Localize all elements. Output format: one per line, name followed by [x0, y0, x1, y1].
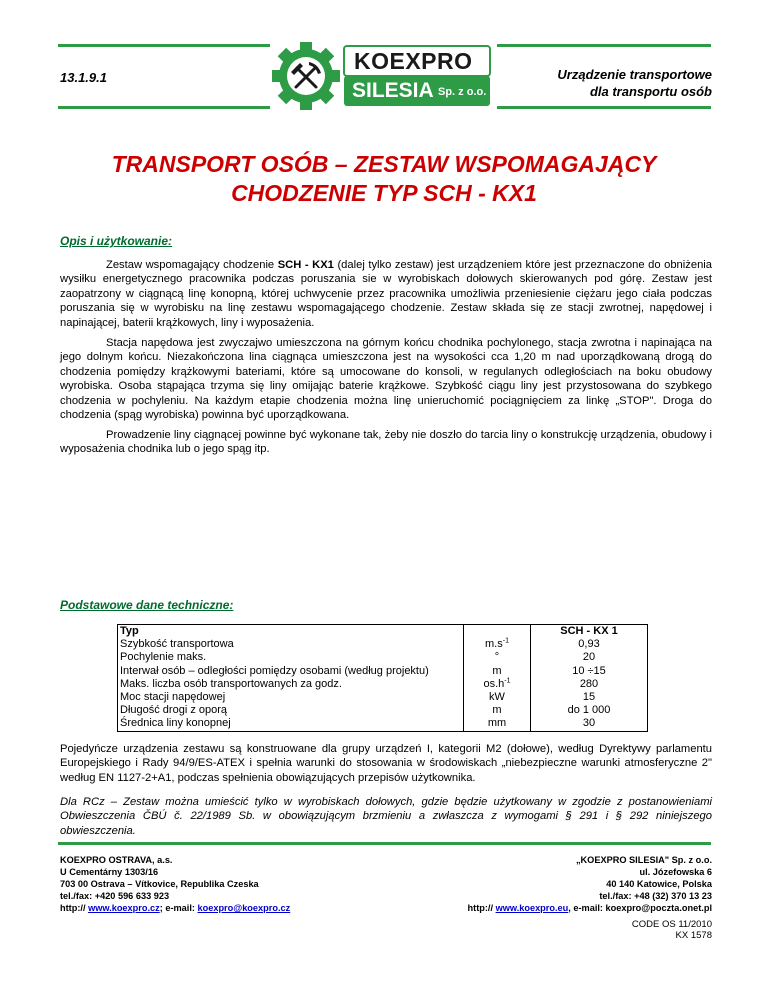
paragraph-description-2: Stacja napędowa jest zwyczajwo umieszczona na górnym końcu chodnika pochylonego, stacja zwrotna i napinająca na jego dolnym końcu. Niezakończona lina ciągnąca umieszczona jest na wysokości cca 1,20 m nad uporządkowaną drogą do chodzenia pomiędzy krążkowymi bateriami, które są umocowane do konsoli, w regulanych odległościach na boku obudowy wyrobiska. Osoba stąpająca trzyma się liny omijając baterie krążkowe. Szybkość ciągu liny jest przystosowana do szybkego chodzenia w pochyleniu. Na każdym etapie chodzenia można linę unieruchomić pociągnięciem za linkę „STOP". Droga do chodzenia (spąg wyrobiska) powinna być uporządkowana. — [60, 337, 712, 422]
paragraph-description-1 — [60, 258, 712, 330]
paragraph-rcz: Dla RCz – Zestaw można umieścić tylko w wyrobiskach dołowych, gdzie będzie użytkowany w zgodzie z postanowieniami Obwieszczenia ČBÚ č. 22/1989 Sb. w obowiązującym brzmieniu a zwłaszcza z wymogami § 291 i § 292 niniejszego obwieszczenia. — [60, 796, 712, 837]
table-param: Interwał osób – odległości pomiędzy osobami (według projektu) — [120, 664, 429, 677]
footer-address-katowice — [382, 854, 712, 914]
document-revision-code — [632, 919, 712, 941]
table-column-params — [118, 625, 464, 732]
table-unit: m — [492, 704, 502, 717]
table-unit: mm — [487, 717, 507, 730]
table-value: 280 — [579, 677, 599, 690]
logo-text-suffix: Sp. z o.o. — [438, 86, 487, 98]
table-param: Średnica liny konopnej — [120, 717, 231, 730]
header-rule-right-top — [497, 44, 711, 47]
page-title-line1: TRANSPORT OSÓB – ZESTAW WSPOMAGAJĄCY — [111, 151, 657, 177]
header-rule-left-top — [58, 44, 270, 47]
footer-address-ostrava — [60, 854, 290, 914]
table-header-type: Typ — [120, 625, 139, 637]
table-unit: ° — [494, 651, 500, 664]
device-category — [512, 66, 712, 100]
device-category-line1: Urządzenie transportowe — [557, 67, 712, 82]
table-param: Pochylenie maks. — [120, 651, 207, 664]
footer-left-street: U Cementárny 1303/16 — [60, 867, 159, 877]
page-title — [40, 150, 728, 208]
section-heading-description: Opis i użytkowanie: — [60, 234, 173, 248]
logo-text-bottom: SILESIA — [352, 79, 434, 102]
company-logo — [272, 42, 494, 110]
document-revision-line2: KX 1578 — [675, 930, 712, 941]
table-header-model: SCH - KX 1 — [560, 625, 618, 637]
paragraph-description-3: Prowadzenie liny ciągnącej powinne być wykonane tak, żeby nie doszło do tarcia liny o konstrukcję urządzenia, obudowy i wyposażenia chodnika lub o jego spąg itp. — [60, 429, 712, 456]
table-header-unit-empty — [464, 625, 530, 638]
footer-right-city: 40 140 Katowice, Polska — [606, 879, 712, 889]
footer-right-web-link[interactable]: www.koexpro.eu — [495, 903, 569, 913]
table-unit: m — [492, 664, 502, 677]
footer-left-contact: http:// www.koexpro.cz; e-mail: koexpro@koexpro.cz — [60, 903, 291, 913]
table-column-units — [464, 625, 531, 732]
header-rule-right-bottom — [497, 106, 711, 109]
logo-text-top: KOEXPRO — [354, 48, 473, 74]
page-title-line2: CHODZENIE TYP SCH - KX1 — [231, 180, 537, 206]
table-column-values — [531, 625, 648, 732]
table-value: 0,93 — [578, 638, 600, 651]
footer-left-email-link[interactable]: koexpro@koexpro.cz — [197, 903, 291, 913]
footer-left-phone: tel./fax: +420 596 633 923 — [60, 891, 170, 901]
footer-right-contact: http:// www.koexpro.eu, e-mail: koexpro@poczta.onet.pl — [467, 903, 712, 913]
table-value: 10 ÷15 — [572, 664, 606, 677]
technical-data-table — [117, 624, 648, 732]
table-param: Szybkość transportowa — [120, 638, 234, 651]
footer-right-street: ul. Józefowska 6 — [639, 867, 712, 877]
table-param: Maks. liczba osób transportowanych za godz. — [120, 677, 342, 690]
model-name: SCH - KX1 — [277, 259, 334, 271]
table-value: 30 — [582, 717, 596, 730]
paragraph-1-text-a: Zestaw wspomagający chodzenie — [106, 259, 278, 271]
table-param: Długość drogi z oporą — [120, 704, 228, 717]
paragraph-atex: Pojedyńcze urządzenia zestawu są konstruowane dla grupy urządzeń I, kategorii M2 (dołowe), według Dyrektywy parlamentu Europejskiego i Rady 94/9/ES-ATEX i spełnia warunki do stosowania w środowiskach „niebezpieczne warunki atmosferyczne 2" według EN 1127-2+A1, podczas spełnienia obowiązujących przepisów użytkownika. — [60, 743, 712, 784]
table-value: 15 — [582, 690, 596, 703]
footer-left-web-link[interactable]: www.koexpro.cz — [88, 903, 160, 913]
header-rule-left-bottom — [58, 106, 270, 109]
footer-right-company: „KOEXPRO SILESIA" Sp. z o.o. — [575, 855, 712, 865]
table-unit: $os.h^{-1}$ — [483, 677, 511, 690]
table-unit: $m.s^{-1}$ — [485, 637, 509, 651]
device-category-line2: dla transportu osób — [589, 84, 712, 99]
table-param: Moc stacji napędowej — [120, 690, 226, 703]
footer-left-company: KOEXPRO OSTRAVA, a.s. — [60, 855, 173, 865]
footer-right-phone: tel./fax: +48 (32) 370 13 23 — [599, 891, 712, 901]
section-heading-technical-data: Podstawowe dane techniczne: — [60, 598, 234, 612]
footer-rule — [58, 842, 711, 845]
table-value: do 1 000 — [567, 704, 611, 717]
table-unit: kW — [489, 690, 505, 703]
paragraph-1-text-b: (dalej tylko zestaw) jest urządzeniem które jest przeznaczone do obniżenia wysiłku energetycznego pracownika podczas poruszania sie w wyrobiskach dołowych skierowanych pod górę. Zestaw jest zaopatrzony w ciągnącą linę konopną, której uchwycenie przez pracownika umożliwia przeniesienie ciężaru jego ciała podczas poruszania się w wyrobisku na linę zestawu wspomagającego chodzenie. Zestaw składa się ze stacji zwrotnej, napędowej i napinającej, baterii krążkowych, liny i wyposażenia. — [60, 259, 712, 329]
table-value: 20 — [582, 651, 596, 664]
document-code: 13.1.9.1 — [60, 70, 107, 85]
footer-left-city: 703 00 Ostrava – Vítkovice, Republika Czeska — [60, 879, 259, 889]
document-revision-line1: CODE OS 11/2010 — [631, 919, 712, 930]
